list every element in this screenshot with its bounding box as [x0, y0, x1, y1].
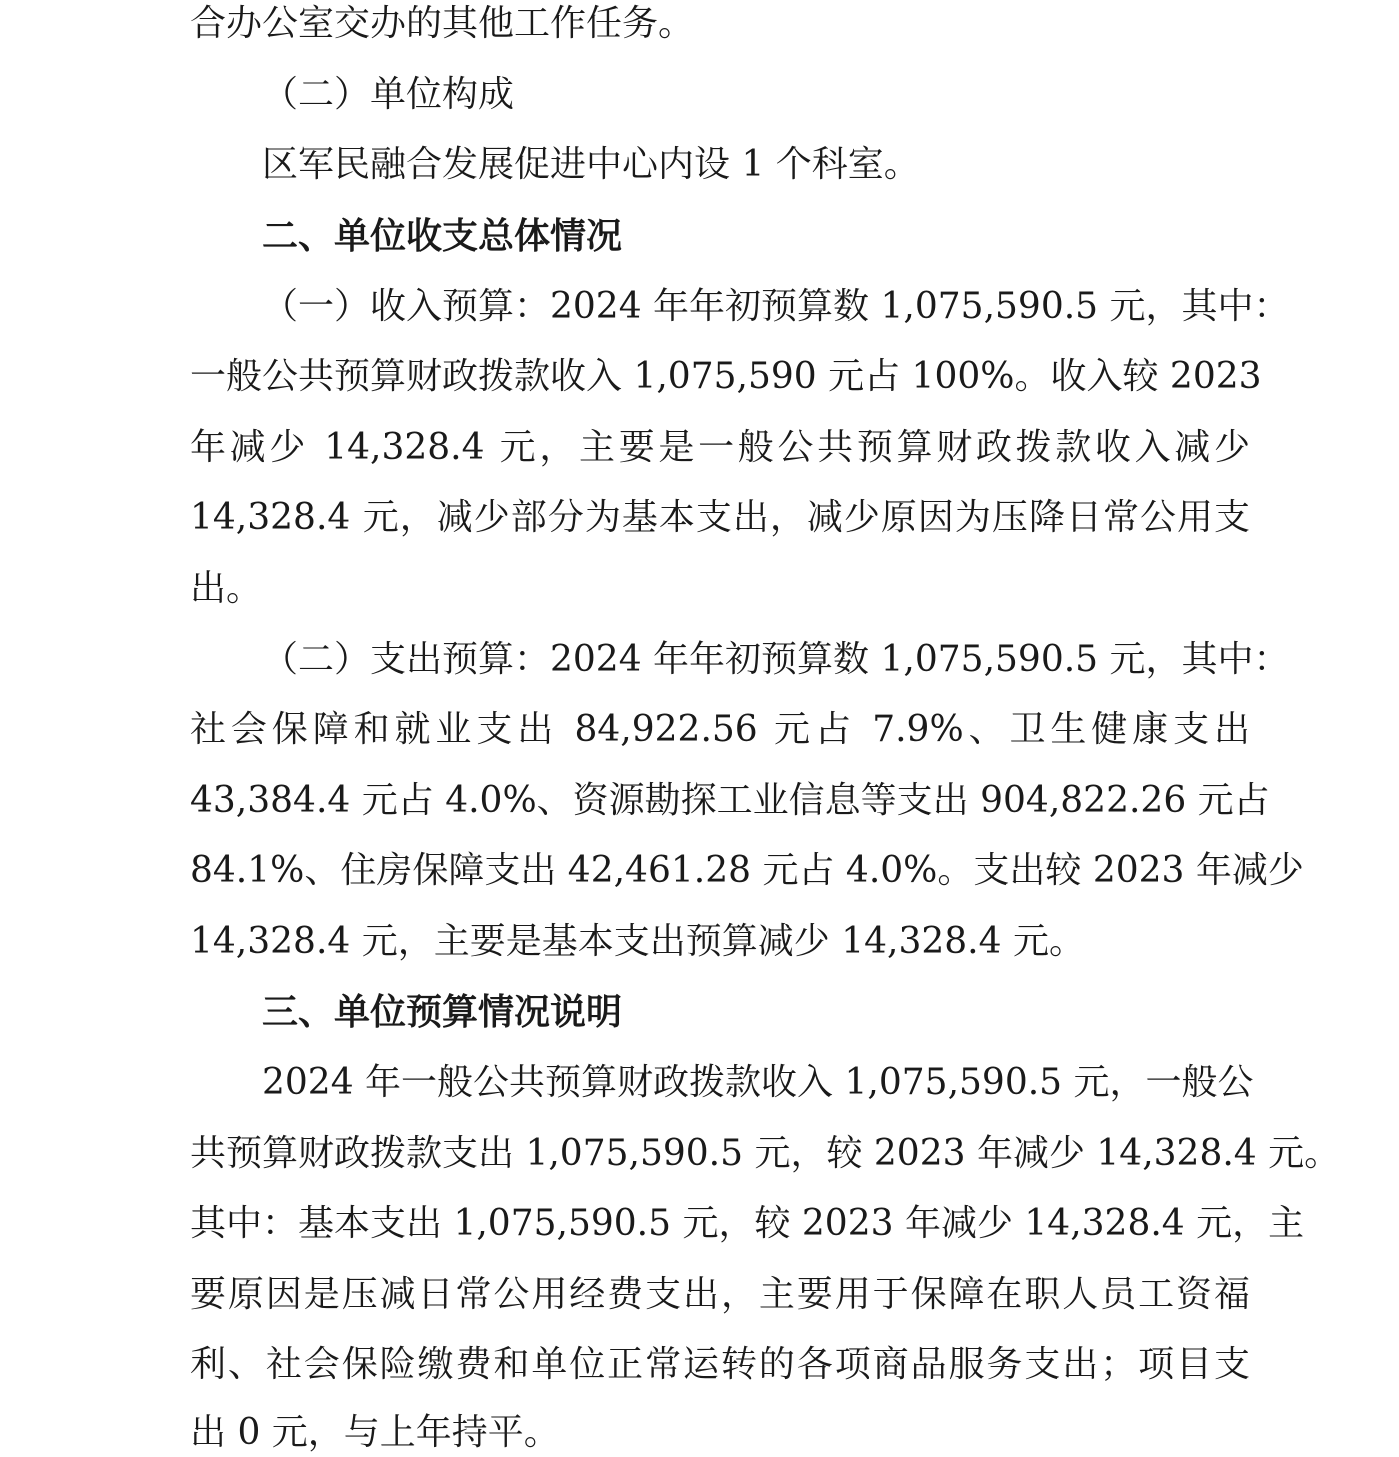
text-line: 区军民融合发展促进中心内设 1 个科室。 [262, 144, 920, 185]
section-heading: 二、单位收支总体情况 [262, 215, 623, 257]
text-line: 其中：基本支出 1,075,590.5 元，较 2023 年减少 14,328.4 元，主 [190, 1203, 1305, 1244]
section-heading: 三、单位预算情况说明 [262, 991, 623, 1033]
text-line: 84.1%、住房保障支出 42,461.28 元占 4.0%。支出较 2023 年减少 [190, 850, 1304, 891]
text-line: 出。 [190, 568, 263, 609]
text-line: 14,328.4 元，减少部分为基本支出，减少原因为压降日常公用支 [190, 497, 1250, 538]
text-line: 共预算财政拨款支出 1,075,590.5 元，较 2023 年减少 14,328.4 元。 [190, 1133, 1341, 1174]
text-line: 出 0 元，与上年持平。 [190, 1412, 560, 1453]
text-line: 要原因是压减日常公用经费支出，主要用于保障在职人员工资福 [190, 1274, 1250, 1315]
text-line: （一）收入预算：2024 年年初预算数 1,075,590.5 元，其中： [262, 286, 1290, 327]
text-line: （二）支出预算：2024 年年初预算数 1,075,590.5 元，其中： [262, 639, 1290, 680]
text-line: 一般公共预算财政拨款收入 1,075,590 元占 100%。收入较 2023 [190, 356, 1262, 397]
text-line: 利、社会保险缴费和单位正常运转的各项商品服务支出；项目支 [190, 1344, 1250, 1385]
text-line: 社会保障和就业支出 84,922.56 元占 7.9%、卫生健康支出 [190, 709, 1250, 750]
text-line: 合办公室交办的其他工作任务。 [190, 3, 695, 44]
section-subheading: （二）单位构成 [262, 74, 515, 115]
text-line: 2024 年一般公共预算财政拨款收入 1,075,590.5 元，一般公 [262, 1062, 1254, 1103]
text-line: 14,328.4 元，主要是基本支出预算减少 14,328.4 元。 [190, 921, 1085, 962]
text-line: 43,384.4 元占 4.0%、资源勘探工业信息等支出 904,822.26 元占 [190, 780, 1270, 821]
text-line: 年减少 14,328.4 元，主要是一般公共预算财政拨款收入减少 [190, 427, 1250, 468]
